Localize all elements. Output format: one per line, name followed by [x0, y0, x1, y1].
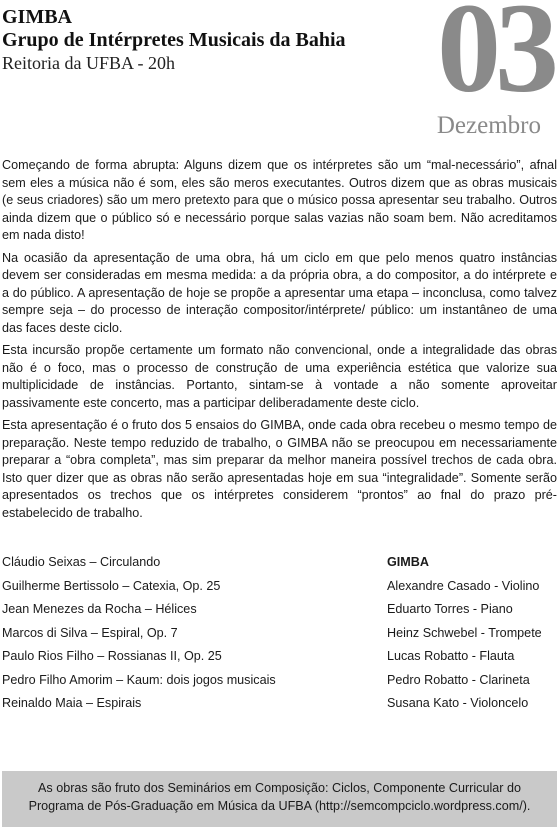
program-list	[2, 553, 362, 718]
venue-time: Reitoria da UFBA - 20h	[2, 53, 175, 73]
program-item: Jean Menezes da Rocha – Hélices	[2, 602, 197, 616]
program-notes	[2, 157, 557, 527]
program-item: Paulo Rios Filho – Rossianas II, Op. 25	[2, 649, 222, 663]
footer-note	[2, 771, 557, 827]
paragraph: Esta apresentação é o fruto dos 5 ensaios do GIMBA, onde cada obra recebeu o mesmo tempo de preparação. Neste tempo reduzido de trabalho, o GIMBA não se preocupou em necessariamente preparar a “obra completa”, mas sim preparar da melhor maneira possível trechos de cada obra. Isto quer dizer que as obras não serão apresentadas hoje em sua “integralidade”. Somente serão apresentados os trechos que os intérpretes considerem “prontos” ao fnal do prazo pré-estabelecido de trabalho.	[2, 418, 557, 520]
ensemble-member: Alexandre Casado - Violino	[387, 578, 540, 593]
footer-text: As obras são fruto dos Seminários em Composição: Ciclos, Componente Curricular do Programa de Pós-Graduação em Música da UFBA (http://semcompciclo.wordpress.com/).	[28, 781, 531, 813]
ensemble-member: Heinz Schwebel - Trompete	[387, 625, 542, 640]
program-item: Marcos di Silva – Espiral, Op. 7	[2, 625, 178, 640]
ensemble-member: Lucas Robatto - Flauta	[387, 649, 515, 663]
program-item: Pedro Filho Amorim – Kaum: dois jogos musicais	[2, 672, 276, 687]
program-item: Guilherme Bertissolo – Catexia, Op. 25	[2, 578, 221, 593]
program-item: Cláudio Seixas – Circulando	[2, 555, 161, 569]
paragraph: Começando de forma abrupta: Alguns dizem que os intérpretes são um “mal-necessário”, afnal sem eles a música não é som, eles são meros executantes. Outros dizem que as obras musicais (e seus criadores) são um mero pretexto para que o músico possa apresentar seu trabalho. Outros ainda dizem que o público só e necessário porque salas vazias não soam bem. Não acreditamos em nada disto!	[2, 158, 557, 242]
ensemble-title: GIMBA	[2, 6, 72, 28]
program-item: Reinaldo Maia – Espirais	[2, 696, 142, 710]
ensemble-member: Eduarto Torres - Piano	[387, 602, 513, 616]
ensemble-list	[387, 553, 557, 718]
paragraph: Na ocasião da apresentação de uma obra, há um ciclo em que pelo menos quatro instâncias devem ser consideradas em mesma medida: a da própria obra, a do compositor, a do intérprete e a do público. A apresentação de hoje se propõe a apresentar uma etapa – inconclusa, como talvez sempre seja – do processo de interação compositor/intérprete/ público: um instantâneo de uma das faces deste ciclo.	[2, 250, 557, 335]
date-month: Dezembro	[436, 112, 541, 139]
ensemble-member: Pedro Robatto - Clarineta	[387, 672, 530, 687]
ensemble-full-name: Grupo de Intérpretes Musicais da Bahia	[2, 29, 346, 51]
paragraph: Esta incursão propõe certamente um formato não convencional, onde a integralidade das obras não é o foco, mas o processo de construção de uma experiência estética que valorize sua multiplicidade de instâncias. Portanto, sintam-se à vontade a não somente aproveitar passivamente este concerto, mas a participar deliberadamente deste ciclo.	[2, 343, 557, 410]
header	[2, 6, 346, 74]
ensemble-list-title: GIMBA	[387, 555, 429, 569]
ensemble-member: Susana Kato - Violoncelo	[387, 696, 529, 710]
date-day: 03	[437, 0, 553, 119]
